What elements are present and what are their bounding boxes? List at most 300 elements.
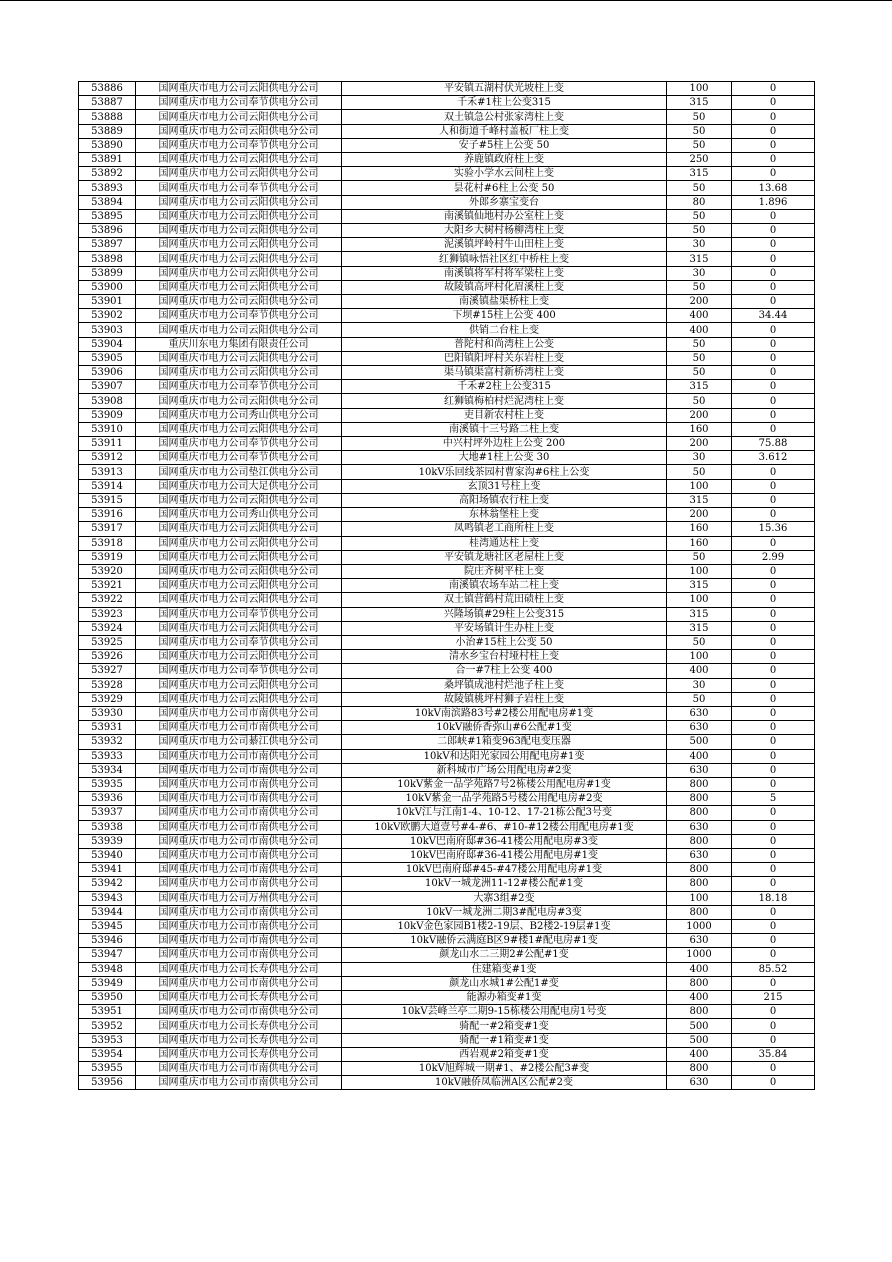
transformer-name-cell: 下坝#15柱上公变 400: [342, 309, 667, 323]
row-id-cell: 53905: [79, 351, 136, 365]
table-row: [79, 422, 815, 436]
table-row: [79, 1005, 815, 1019]
value-cell: 0: [732, 323, 815, 337]
transformer-name-cell: 凤鸣镇老工商所柱上变: [342, 522, 667, 536]
capacity-cell: 50: [667, 351, 732, 365]
value-cell: 3.612: [732, 451, 815, 465]
company-cell: 国网重庆市电力公司奉节供电分公司: [136, 181, 342, 195]
row-id-cell: 53944: [79, 905, 136, 919]
row-id-cell: 53909: [79, 408, 136, 422]
capacity-cell: 800: [667, 877, 732, 891]
capacity-cell: 100: [667, 479, 732, 493]
row-id-cell: 53931: [79, 721, 136, 735]
table-row: [79, 792, 815, 806]
value-cell: 0: [732, 607, 815, 621]
row-id-cell: 53916: [79, 508, 136, 522]
capacity-cell: 100: [667, 82, 732, 96]
row-id-cell: 53953: [79, 1033, 136, 1047]
capacity-cell: 160: [667, 536, 732, 550]
transformer-name-cell: 红狮镇咏悟社区红中桥柱上变: [342, 252, 667, 266]
row-id-cell: 53947: [79, 948, 136, 962]
value-cell: 35.84: [732, 1047, 815, 1061]
value-cell: 0: [732, 564, 815, 578]
transformer-name-cell: 骑配一#2箱变#1变: [342, 1019, 667, 1033]
value-cell: 0: [732, 536, 815, 550]
table-row: [79, 536, 815, 550]
company-cell: 国网重庆市电力公司秀山供电分公司: [136, 508, 342, 522]
company-cell: 国网重庆市电力公司市南供电分公司: [136, 1062, 342, 1076]
capacity-cell: 100: [667, 891, 732, 905]
value-cell: 0: [732, 650, 815, 664]
value-cell: 0: [732, 422, 815, 436]
table-row: [79, 1047, 815, 1061]
row-id-cell: 53908: [79, 394, 136, 408]
row-id-cell: 53935: [79, 777, 136, 791]
table-row: [79, 635, 815, 649]
capacity-cell: 315: [667, 96, 732, 110]
row-id-cell: 53942: [79, 877, 136, 891]
value-cell: 0: [732, 976, 815, 990]
table-row: [79, 437, 815, 451]
table-row: [79, 238, 815, 252]
company-cell: 国网重庆市电力公司云阳供电分公司: [136, 209, 342, 223]
value-cell: 0: [732, 295, 815, 309]
capacity-cell: 250: [667, 153, 732, 167]
value-cell: 0: [732, 934, 815, 948]
capacity-cell: 630: [667, 763, 732, 777]
transformer-name-cell: 院庄齐树平柱上变: [342, 564, 667, 578]
value-cell: 0: [732, 763, 815, 777]
transformer-name-cell: 巴阳镇阳坪村关东岩柱上变: [342, 351, 667, 365]
capacity-cell: 50: [667, 124, 732, 138]
capacity-cell: 800: [667, 777, 732, 791]
transformer-name-cell: 10kV巴南府邸#36-41楼公用配电房#3变: [342, 834, 667, 848]
capacity-cell: 50: [667, 394, 732, 408]
transformer-name-cell: 南溪镇将军村将军梁柱上变: [342, 266, 667, 280]
value-cell: 0: [732, 465, 815, 479]
company-cell: 国网重庆市电力公司市南供电分公司: [136, 934, 342, 948]
table-row: [79, 266, 815, 280]
value-cell: 2.99: [732, 550, 815, 564]
transformer-name-cell: 玄顶31号柱上变: [342, 479, 667, 493]
capacity-cell: 315: [667, 579, 732, 593]
value-cell: 0: [732, 877, 815, 891]
capacity-cell: 50: [667, 635, 732, 649]
row-id-cell: 53923: [79, 607, 136, 621]
row-id-cell: 53892: [79, 167, 136, 181]
transformer-name-cell: 住建箱变#1变: [342, 962, 667, 976]
transformer-name-cell: 桂湾通达柱上变: [342, 536, 667, 550]
table-row: [79, 962, 815, 976]
company-cell: 国网重庆市电力公司云阳供电分公司: [136, 238, 342, 252]
transformer-name-cell: 人和街道千峰村盖板厂柱上变: [342, 124, 667, 138]
transformer-name-cell: 10kV融侨香弥山#6公配#1变: [342, 721, 667, 735]
value-cell: 0: [732, 82, 815, 96]
company-cell: 国网重庆市电力公司奉节供电分公司: [136, 380, 342, 394]
table-row: [79, 721, 815, 735]
table-row: [79, 934, 815, 948]
capacity-cell: 50: [667, 280, 732, 294]
capacity-cell: 630: [667, 706, 732, 720]
capacity-cell: 200: [667, 295, 732, 309]
row-id-cell: 53955: [79, 1062, 136, 1076]
capacity-cell: 50: [667, 692, 732, 706]
company-cell: 国网重庆市电力公司秀山供电分公司: [136, 408, 342, 422]
row-id-cell: 53925: [79, 635, 136, 649]
table-row: [79, 1076, 815, 1090]
capacity-cell: 1000: [667, 948, 732, 962]
row-id-cell: 53900: [79, 280, 136, 294]
row-id-cell: 53949: [79, 976, 136, 990]
value-cell: 0: [732, 209, 815, 223]
row-id-cell: 53913: [79, 465, 136, 479]
transformer-name-cell: 10kV巴南府邸#45-#47楼公用配电房#1变: [342, 863, 667, 877]
value-cell: 0: [732, 153, 815, 167]
company-cell: 国网重庆市电力公司市南供电分公司: [136, 948, 342, 962]
company-cell: 国网重庆市电力公司市南供电分公司: [136, 763, 342, 777]
company-cell: 国网重庆市电力公司云阳供电分公司: [136, 167, 342, 181]
table-row: [79, 735, 815, 749]
capacity-cell: 630: [667, 1076, 732, 1090]
row-id-cell: 53954: [79, 1047, 136, 1061]
table-row: [79, 806, 815, 820]
company-cell: 国网重庆市电力公司市南供电分公司: [136, 749, 342, 763]
value-cell: 0: [732, 380, 815, 394]
row-id-cell: 53907: [79, 380, 136, 394]
table-row: [79, 124, 815, 138]
company-cell: 国网重庆市电力公司长寿供电分公司: [136, 1033, 342, 1047]
value-cell: 15.36: [732, 522, 815, 536]
value-cell: 0: [732, 678, 815, 692]
company-cell: 国网重庆市电力公司市南供电分公司: [136, 834, 342, 848]
value-cell: 0: [732, 351, 815, 365]
row-id-cell: 53903: [79, 323, 136, 337]
value-cell: 0: [732, 706, 815, 720]
company-cell: 国网重庆市电力公司长寿供电分公司: [136, 1019, 342, 1033]
transformer-name-cell: 大阳乡大树村杨柳湾柱上变: [342, 224, 667, 238]
value-cell: 0: [732, 1062, 815, 1076]
transformer-name-cell: 10kV紫金一品学苑路5号楼公用配电房#2变: [342, 792, 667, 806]
table-row: [79, 820, 815, 834]
row-id-cell: 53946: [79, 934, 136, 948]
transformer-name-cell: 故陵镇高坪村化眉溪柱上变: [342, 280, 667, 294]
company-cell: 国网重庆市电力公司云阳供电分公司: [136, 678, 342, 692]
capacity-cell: 315: [667, 167, 732, 181]
table-row: [79, 295, 815, 309]
transformer-name-cell: 东林翁堡柱上变: [342, 508, 667, 522]
transformer-name-cell: 10kV乐回线茶园村曹家沟#6柱上公变: [342, 465, 667, 479]
transformer-name-cell: 平安镇龙塘社区老屋柱上变: [342, 550, 667, 564]
company-cell: 国网重庆市电力公司云阳供电分公司: [136, 621, 342, 635]
capacity-cell: 630: [667, 721, 732, 735]
value-cell: 0: [732, 919, 815, 933]
company-cell: 国网重庆市电力公司云阳供电分公司: [136, 195, 342, 209]
capacity-cell: 50: [667, 550, 732, 564]
value-cell: 0: [732, 138, 815, 152]
company-cell: 国网重庆市电力公司市南供电分公司: [136, 706, 342, 720]
company-cell: 国网重庆市电力公司市南供电分公司: [136, 721, 342, 735]
row-id-cell: 53895: [79, 209, 136, 223]
value-cell: 0: [732, 238, 815, 252]
transformer-name-cell: 合一#7柱上公变 400: [342, 664, 667, 678]
transformer-name-cell: 供销二台柱上变: [342, 323, 667, 337]
value-cell: 0: [732, 96, 815, 110]
company-cell: 国网重庆市电力公司云阳供电分公司: [136, 323, 342, 337]
capacity-cell: 315: [667, 252, 732, 266]
transformer-name-cell: 10kV芸峰兰亭二期9-15栋楼公用配电房1号变: [342, 1005, 667, 1019]
value-cell: 0: [732, 508, 815, 522]
value-cell: 0: [732, 1019, 815, 1033]
capacity-cell: 160: [667, 422, 732, 436]
capacity-cell: 100: [667, 564, 732, 578]
capacity-cell: 500: [667, 1033, 732, 1047]
value-cell: 1.896: [732, 195, 815, 209]
row-id-cell: 53928: [79, 678, 136, 692]
table-row: [79, 1019, 815, 1033]
row-id-cell: 53940: [79, 848, 136, 862]
row-id-cell: 53936: [79, 792, 136, 806]
row-id-cell: 53910: [79, 422, 136, 436]
company-cell: 重庆川东电力集团有限责任公司: [136, 337, 342, 351]
capacity-cell: 30: [667, 451, 732, 465]
company-cell: 国网重庆市电力公司奉节供电分公司: [136, 309, 342, 323]
table-row: [79, 280, 815, 294]
company-cell: 国网重庆市电力公司云阳供电分公司: [136, 280, 342, 294]
transformer-name-cell: 10kV和达阳光家园公用配电房#1变: [342, 749, 667, 763]
row-id-cell: 53896: [79, 224, 136, 238]
company-cell: 国网重庆市电力公司云阳供电分公司: [136, 252, 342, 266]
transformer-name-cell: 10kV融侨云满庭B区9#楼1#配电房#1变: [342, 934, 667, 948]
transformer-name-cell: 安子#5柱上公变 50: [342, 138, 667, 152]
company-cell: 国网重庆市电力公司市南供电分公司: [136, 863, 342, 877]
capacity-cell: 50: [667, 110, 732, 124]
capacity-cell: 800: [667, 806, 732, 820]
company-cell: 国网重庆市电力公司市南供电分公司: [136, 848, 342, 862]
transformer-name-cell: 10kV南滨路83号#2楼公用配电房#1变: [342, 706, 667, 720]
row-id-cell: 53921: [79, 579, 136, 593]
transformer-name-cell: 10kV紫金一品学苑路7号2栋楼公用配电房#1变: [342, 777, 667, 791]
value-cell: 0: [732, 408, 815, 422]
company-cell: 国网重庆市电力公司云阳供电分公司: [136, 522, 342, 536]
row-id-cell: 53886: [79, 82, 136, 96]
table-row: [79, 337, 815, 351]
company-cell: 国网重庆市电力公司市南供电分公司: [136, 820, 342, 834]
capacity-cell: 400: [667, 323, 732, 337]
capacity-cell: 800: [667, 1005, 732, 1019]
value-cell: 75.88: [732, 437, 815, 451]
capacity-cell: 200: [667, 408, 732, 422]
table-row: [79, 493, 815, 507]
value-cell: 0: [732, 1033, 815, 1047]
transformer-name-cell: 千禾#2柱上公变315: [342, 380, 667, 394]
transformer-name-cell: 桑坪镇成池村烂池子柱上变: [342, 678, 667, 692]
row-id-cell: 53911: [79, 437, 136, 451]
row-id-cell: 53938: [79, 820, 136, 834]
company-cell: 国网重庆市电力公司云阳供电分公司: [136, 422, 342, 436]
transformer-name-cell: 故陵镇桃坪村狮子岩柱上变: [342, 692, 667, 706]
transformer-name-cell: 中兴村坪外边柱上公变 200: [342, 437, 667, 451]
value-cell: 0: [732, 749, 815, 763]
row-id-cell: 53917: [79, 522, 136, 536]
capacity-cell: 50: [667, 209, 732, 223]
capacity-cell: 630: [667, 934, 732, 948]
table-body: [79, 82, 815, 1090]
table-row: [79, 579, 815, 593]
transformer-name-cell: 10kV一城龙洲二期3#配电房#3变: [342, 905, 667, 919]
table-row: [79, 351, 815, 365]
row-id-cell: 53933: [79, 749, 136, 763]
transformer-name-cell: 南溪镇十三号路二柱上变: [342, 422, 667, 436]
transformer-name-cell: 高阳场镇农行柱上变: [342, 493, 667, 507]
transformer-name-cell: 吏目新农村柱上变: [342, 408, 667, 422]
row-id-cell: 53891: [79, 153, 136, 167]
company-cell: 国网重庆市电力公司云阳供电分公司: [136, 351, 342, 365]
capacity-cell: 200: [667, 508, 732, 522]
company-cell: 国网重庆市电力公司云阳供电分公司: [136, 82, 342, 96]
transformer-name-cell: 南溪镇农场车站二柱上变: [342, 579, 667, 593]
transformer-name-cell: 双土镇营鹤村荒田碛柱上变: [342, 593, 667, 607]
table-row: [79, 863, 815, 877]
table-row: [79, 650, 815, 664]
table-row: [79, 465, 815, 479]
table-row: [79, 224, 815, 238]
table-row: [79, 408, 815, 422]
company-cell: 国网重庆市电力公司市南供电分公司: [136, 976, 342, 990]
value-cell: 0: [732, 848, 815, 862]
row-id-cell: 53941: [79, 863, 136, 877]
capacity-cell: 315: [667, 621, 732, 635]
value-cell: 0: [732, 948, 815, 962]
table-row: [79, 749, 815, 763]
row-id-cell: 53952: [79, 1019, 136, 1033]
company-cell: 国网重庆市电力公司奉节供电分公司: [136, 138, 342, 152]
transformer-name-cell: 能源办箱变#1变: [342, 991, 667, 1005]
transformer-name-cell: 普陀村和尚湾柱上公变: [342, 337, 667, 351]
table-row: [79, 96, 815, 110]
company-cell: 国网重庆市电力公司云阳供电分公司: [136, 295, 342, 309]
value-cell: 0: [732, 692, 815, 706]
value-cell: 0: [732, 266, 815, 280]
transformer-name-cell: 外郎乡寨宝变台: [342, 195, 667, 209]
value-cell: 0: [732, 337, 815, 351]
value-cell: 0: [732, 621, 815, 635]
row-id-cell: 53887: [79, 96, 136, 110]
value-cell: 0: [732, 479, 815, 493]
company-cell: 国网重庆市电力公司长寿供电分公司: [136, 1047, 342, 1061]
transformer-name-cell: 10kV一城龙洲11-12#楼公配#1变: [342, 877, 667, 891]
table-row: [79, 309, 815, 323]
value-cell: 0: [732, 167, 815, 181]
transformer-name-cell: 平安场镇计生办柱上变: [342, 621, 667, 635]
value-cell: 0: [732, 721, 815, 735]
company-cell: 国网重庆市电力公司云阳供电分公司: [136, 564, 342, 578]
transformer-name-cell: 红狮镇梅柏村烂泥湾柱上变: [342, 394, 667, 408]
company-cell: 国网重庆市电力公司云阳供电分公司: [136, 650, 342, 664]
table-row: [79, 1062, 815, 1076]
value-cell: 0: [732, 863, 815, 877]
value-cell: 0: [732, 1076, 815, 1090]
company-cell: 国网重庆市电力公司云阳供电分公司: [136, 493, 342, 507]
table-row: [79, 593, 815, 607]
capacity-cell: 800: [667, 1062, 732, 1076]
value-cell: 0: [732, 820, 815, 834]
transformer-name-cell: 新科城市广场公用配电房#2变: [342, 763, 667, 777]
capacity-cell: 50: [667, 181, 732, 195]
capacity-cell: 315: [667, 380, 732, 394]
row-id-cell: 53950: [79, 991, 136, 1005]
table-row: [79, 380, 815, 394]
table-row: [79, 110, 815, 124]
transformer-name-cell: 渠马镇渠富村新桥湾柱上变: [342, 366, 667, 380]
table-row: [79, 692, 815, 706]
company-cell: 国网重庆市电力公司市南供电分公司: [136, 792, 342, 806]
table-row: [79, 82, 815, 96]
table-row: [79, 522, 815, 536]
value-cell: 85.52: [732, 962, 815, 976]
capacity-cell: 315: [667, 607, 732, 621]
transformer-name-cell: 10kV金色家园B1楼2-19层、B2楼2-19层#1变: [342, 919, 667, 933]
transformer-name-cell: 平安镇五湖村伏光坡柱上变: [342, 82, 667, 96]
row-id-cell: 53951: [79, 1005, 136, 1019]
capacity-cell: 50: [667, 224, 732, 238]
value-cell: 5: [732, 792, 815, 806]
row-id-cell: 53889: [79, 124, 136, 138]
value-cell: 0: [732, 224, 815, 238]
value-cell: 0: [732, 735, 815, 749]
table-row: [79, 919, 815, 933]
company-cell: 国网重庆市电力公司云阳供电分公司: [136, 550, 342, 564]
capacity-cell: 800: [667, 863, 732, 877]
table-row: [79, 195, 815, 209]
capacity-cell: 800: [667, 834, 732, 848]
company-cell: 国网重庆市电力公司奉节供电分公司: [136, 607, 342, 621]
table-row: [79, 209, 815, 223]
value-cell: 0: [732, 124, 815, 138]
transformer-name-cell: 二郎峡#1箱变963配电变压器: [342, 735, 667, 749]
capacity-cell: 160: [667, 522, 732, 536]
company-cell: 国网重庆市电力公司云阳供电分公司: [136, 153, 342, 167]
capacity-cell: 400: [667, 991, 732, 1005]
company-cell: 国网重庆市电力公司云阳供电分公司: [136, 266, 342, 280]
capacity-cell: 80: [667, 195, 732, 209]
value-cell: 0: [732, 493, 815, 507]
transformer-name-cell: 10kV融侨凤临洲A区公配#2变: [342, 1076, 667, 1090]
row-id-cell: 53927: [79, 664, 136, 678]
row-id-cell: 53915: [79, 493, 136, 507]
company-cell: 国网重庆市电力公司市南供电分公司: [136, 919, 342, 933]
transformer-name-cell: 10kV欧鹏大道壹号#4-#6、#10-#12楼公用配电房#1变: [342, 820, 667, 834]
value-cell: 0: [732, 366, 815, 380]
transformer-name-cell: 大寨3组#2变: [342, 891, 667, 905]
capacity-cell: 50: [667, 337, 732, 351]
table-row: [79, 508, 815, 522]
company-cell: 国网重庆市电力公司奉节供电分公司: [136, 664, 342, 678]
table-row: [79, 167, 815, 181]
value-cell: 0: [732, 280, 815, 294]
row-id-cell: 53939: [79, 834, 136, 848]
row-id-cell: 53898: [79, 252, 136, 266]
row-id-cell: 53924: [79, 621, 136, 635]
page-top-border: [0, 0, 892, 1]
value-cell: 0: [732, 834, 815, 848]
value-cell: 0: [732, 905, 815, 919]
transformer-name-cell: 骑配一#1箱变#1变: [342, 1033, 667, 1047]
table-row: [79, 1033, 815, 1047]
value-cell: 0: [732, 806, 815, 820]
table-row: [79, 891, 815, 905]
value-cell: 0: [732, 777, 815, 791]
value-cell: 0: [732, 635, 815, 649]
